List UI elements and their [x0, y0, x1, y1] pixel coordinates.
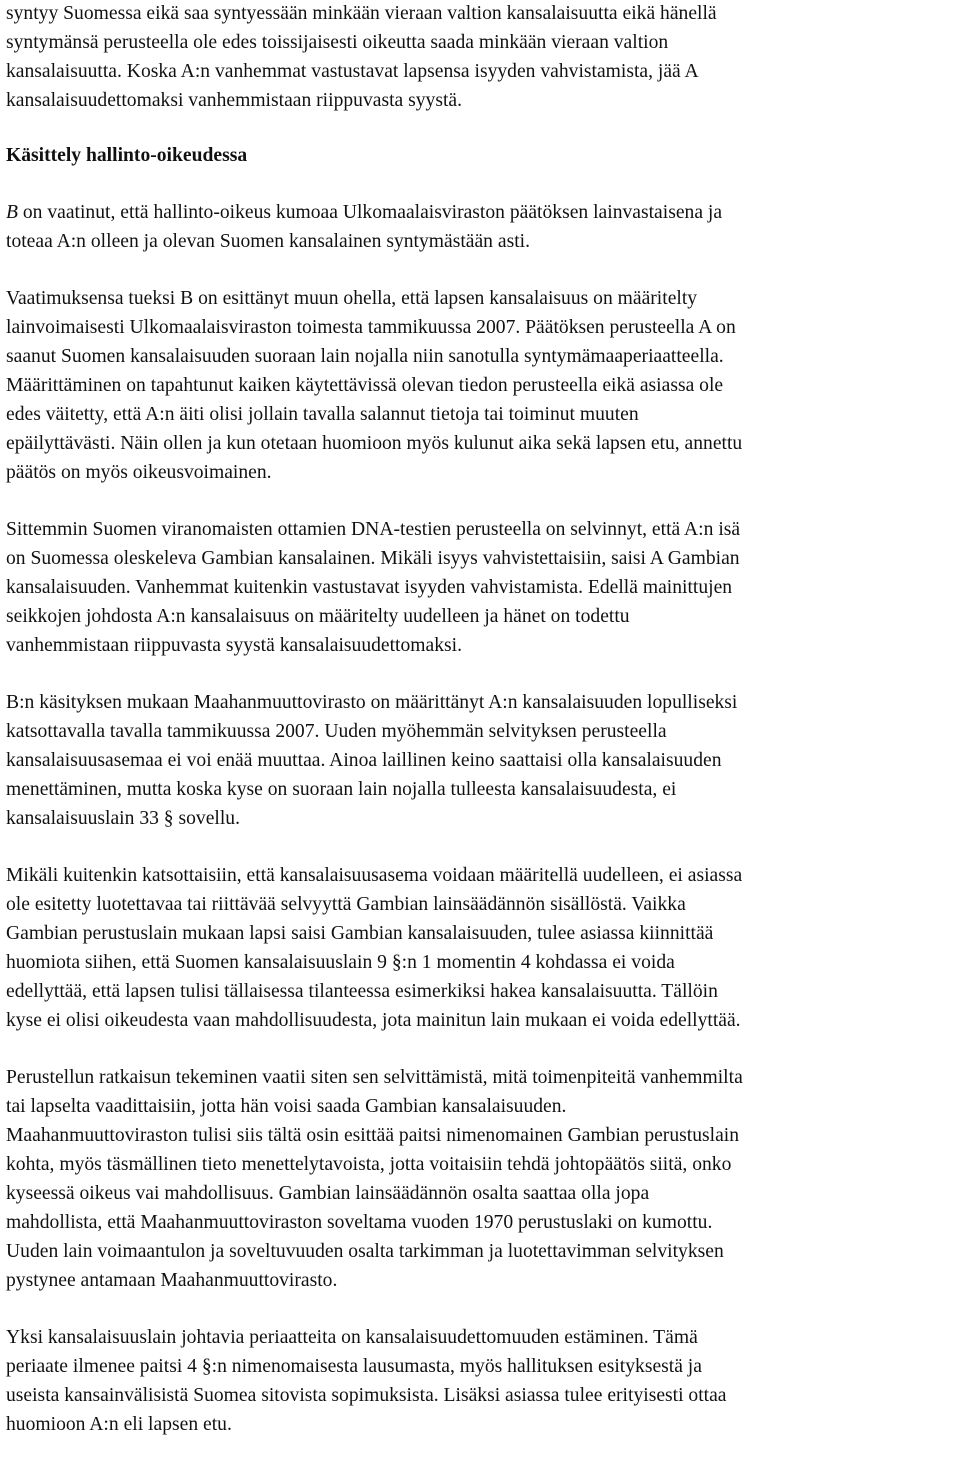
text-line: kansalaisuuslain 33 § sovellu.: [6, 808, 241, 829]
text-line: useista kansainvälisistä Suomea sitovista sopimuksista. Lisäksi asiassa tulee erityisesti ottaa: [6, 1385, 727, 1406]
text-line: Vaatimuksensa tueksi B on esittänyt muun ohella, että lapsen kansalaisuus on määritelty: [6, 288, 698, 309]
text-line: päätös on myös oikeusvoimainen.: [6, 462, 272, 483]
text-line: edes väitetty, että A:n äiti olisi jollain tavalla salannut tietoja tai toiminut muuten: [6, 404, 639, 425]
text-line: pystynee antamaan Maahanmuuttovirasto.: [6, 1270, 338, 1291]
text-line: mahdollista, että Maahanmuuttoviraston soveltama vuoden 1970 perustuslaki on kumottu.: [6, 1212, 713, 1233]
text-line: kansalaisuusasemaa ei voi enää muuttaa. Ainoa laillinen keino saattaisi olla kansalaisuuden: [6, 750, 722, 771]
text-line: katsottavalla tavalla tammikuussa 2007. Uuden myöhemmän selvityksen perusteella: [6, 721, 667, 742]
text-line: menettäminen, mutta koska kyse on suoraan lain nojalla tulleesta kansalaisuudesta, ei: [6, 779, 677, 800]
text-line: huomioon A:n eli lapsen etu.: [6, 1414, 232, 1435]
text-line: Gambian perustuslain mukaan lapsi saisi Gambian kansalaisuuden, tulee asiassa kiinnittää: [6, 923, 714, 944]
text-line: Maahanmuuttoviraston tulisi siis tältä osin esittää paitsi nimenomainen Gambian perustuslain: [6, 1125, 740, 1146]
decision-paragraph: [6, 1063, 954, 1295]
text-line: [6, 198, 954, 227]
text-line: tai lapselta vaadittaisiin, jotta hän voisi saada Gambian kansalaisuuden.: [6, 1096, 567, 1117]
claim-paragraph: [6, 198, 954, 256]
text-line: Perustellun ratkaisun tekeminen vaatii siten sen selvittämistä, mitä toimenpiteitä vanhemmilta: [6, 1067, 743, 1088]
text-line: kansalaisuutta. Koska A:n vanhemmat vastustavat lapsensa isyyden vahvistamista, jää A: [6, 61, 699, 82]
section-heading: Käsittely hallinto-oikeudessa: [6, 145, 248, 166]
text-line: B:n käsityksen mukaan Maahanmuuttovirasto on määrittänyt A:n kansalaisuuden lopulliseksi: [6, 692, 738, 713]
text-line: Määrittäminen on tapahtunut kaiken käytettävissä olevan tiedon perusteella eikä asiassa ole: [6, 375, 724, 396]
gambia-paragraph: [6, 861, 954, 1035]
text-line: lainvoimaisesti Ulkomaalaisviraston toimesta tammikuussa 2007. Päätöksen perusteella A on: [6, 317, 736, 338]
dna-paragraph: [6, 515, 954, 660]
text-line: Sittemmin Suomen viranomaisten ottamien DNA-testien perusteella on selvinnyt, että A:n isä: [6, 519, 741, 540]
text-line: on Suomessa oleskeleva Gambian kansalainen. Mikäli isyys vahvistettaisiin, saisi A Gambian: [6, 548, 740, 569]
party-label: B: [6, 202, 18, 223]
text-line: kohta, myös täsmällinen tieto menettelytavoista, jotta voitaisiin tehdä johtopäätös siitä, onko: [6, 1154, 732, 1175]
text-line: vanhemmistaan riippuvasta syystä kansalaisuudettomaksi.: [6, 635, 463, 656]
text-line: periaate ilmenee paitsi 4 §:n nimenomaisesta lausumasta, myös hallituksen esityksestä ja: [6, 1356, 702, 1377]
view-paragraph: [6, 688, 954, 833]
claim-text: on vaatinut, että hallinto-oikeus kumoaa Ulkomaalaisviraston päätöksen lainvastaisena ja: [17, 202, 723, 223]
text-line: syntymänsä perusteella ole edes toissijaisesti oikeutta saada minkään vieraan valtion: [6, 32, 669, 53]
text-line: Mikäli kuitenkin katsottaisiin, että kansalaisuusasema voidaan määritellä uudelleen, ei asiassa: [6, 865, 743, 886]
principle-paragraph: [6, 1323, 954, 1439]
text-line: syntyy Suomessa eikä saa syntyessään minkään vieraan valtion kansalaisuutta eikä hänellä: [6, 3, 717, 24]
text-line: kyseessä oikeus vai mahdollisuus. Gambian lainsäädännön osalta saattaa olla jopa: [6, 1183, 650, 1204]
text-line: kansalaisuuden. Vanhemmat kuitenkin vastustavat isyyden vahvistamista. Edellä mainittujen: [6, 577, 733, 598]
text-line: kansalaisuudettomaksi vanhemmistaan riippuvasta syystä.: [6, 90, 463, 111]
text-line: huomiota siihen, että Suomen kansalaisuuslain 9 §:n 1 momentin 4 kohdassa ei voida: [6, 952, 675, 973]
intro-paragraph: [6, 0, 954, 115]
text-line: Yksi kansalaisuuslain johtavia periaatteita on kansalaisuudettomuuden estäminen. Tämä: [6, 1327, 698, 1348]
text-line: seikkojen johdosta A:n kansalaisuus on määritelty uudelleen ja hänet on todettu: [6, 606, 630, 627]
text-line: saanut Suomen kansalaisuuden suoraan lain nojalla niin sanotulla syntymämaaperiaatteella.: [6, 346, 724, 367]
text-line: toteaa A:n olleen ja olevan Suomen kansalainen syntymästään asti.: [6, 231, 530, 252]
text-line: kyse ei olisi oikeudesta vaan mahdollisuudesta, jota mainitun lain mukaan ei voida edellyttää.: [6, 1010, 741, 1031]
text-line: ole esitetty luotettavaa tai riittävää selvyyttä Gambian lainsäädännön sisällöstä. Vaikka: [6, 894, 686, 915]
support-paragraph: [6, 284, 954, 487]
text-line: epäilyttävästi. Näin ollen ja kun otetaan huomioon myös kulunut aika sekä lapsen etu, annettu: [6, 433, 743, 454]
text-line: Uuden lain voimaantulon ja soveltuvuuden osalta tarkimman ja luotettavimman selvityksen: [6, 1241, 724, 1262]
text-line: edellyttää, että lapsen tulisi tällaisessa tilanteessa esimerkiksi hakea kansalaisuutta. Tällöin: [6, 981, 718, 1002]
